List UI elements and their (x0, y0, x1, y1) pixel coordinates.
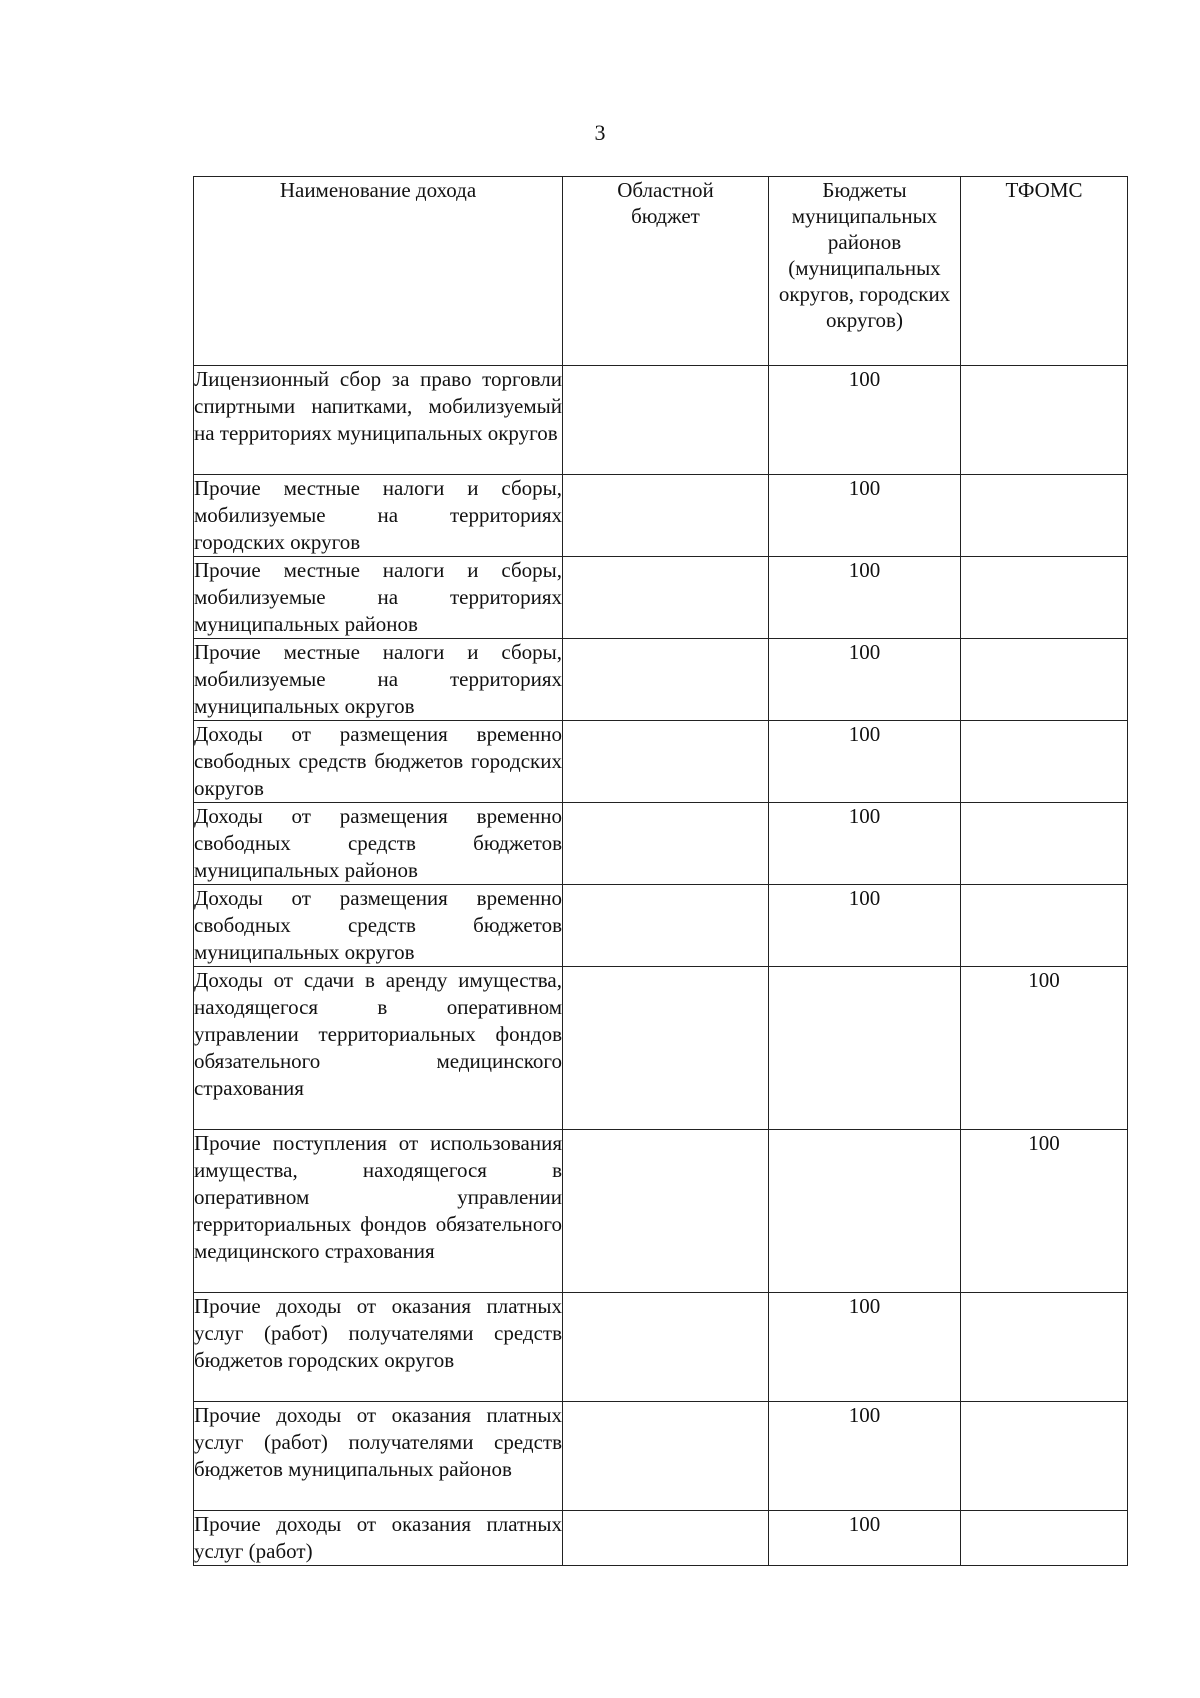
table-row (194, 366, 1128, 475)
tfoms-share (961, 639, 1128, 721)
tfoms-share (961, 475, 1128, 557)
table-row (194, 475, 1128, 557)
page-number: 3 (594, 120, 606, 145)
income-name: Доходы от размещения временно свободных средств бюджетов муниципальных районов (194, 803, 563, 885)
income-distribution-table (193, 176, 1128, 1566)
income-name: Прочие местные налоги и сборы, мобилизуемые на территориях муниципальных районов (194, 557, 563, 639)
table-row (194, 721, 1128, 803)
municipal-share: 100 (769, 366, 961, 475)
regional-share (563, 721, 769, 803)
header-tfoms: ТФОМС (961, 177, 1128, 366)
municipal-share: 100 (769, 885, 961, 967)
table-row (194, 1293, 1128, 1402)
tfoms-share (961, 885, 1128, 967)
income-name: Доходы от размещения временно свободных средств бюджетов муниципальных округов (194, 885, 563, 967)
tfoms-share (961, 557, 1128, 639)
municipal-share: 100 (769, 557, 961, 639)
table-row (194, 557, 1128, 639)
table-row (194, 1130, 1128, 1293)
municipal-share: 100 (769, 1511, 961, 1566)
income-name: Прочие доходы от оказания платных услуг (работ) (194, 1511, 563, 1566)
tfoms-share (961, 1402, 1128, 1511)
tfoms-share (961, 1293, 1128, 1402)
table-row (194, 803, 1128, 885)
table-row (194, 885, 1128, 967)
income-name: Прочие доходы от оказания платных услуг (работ) получателями средств бюджетов муниципальных районов (194, 1402, 563, 1511)
regional-share (563, 1293, 769, 1402)
tfoms-share (961, 1511, 1128, 1566)
regional-share (563, 639, 769, 721)
municipal-share: 100 (769, 803, 961, 885)
regional-share (563, 1511, 769, 1566)
tfoms-share (961, 803, 1128, 885)
regional-share (563, 475, 769, 557)
table-row (194, 1402, 1128, 1511)
income-name: Прочие местные налоги и сборы, мобилизуемые на территориях муниципальных округов (194, 639, 563, 721)
income-name: Доходы от сдачи в аренду имущества, находящегося в оперативном управлении территориальных фондов обязательного медицинского страхования (194, 967, 563, 1130)
municipal-share: 100 (769, 1293, 961, 1402)
regional-share (563, 967, 769, 1130)
tfoms-share: 100 (961, 967, 1128, 1130)
regional-share (563, 557, 769, 639)
header-income-name: Наименование дохода (194, 177, 563, 366)
municipal-share: 100 (769, 475, 961, 557)
regional-share (563, 366, 769, 475)
income-name: Прочие поступления от использования имущества, находящегося в оперативном управлении территориальных фондов обязательного медицинского страхования (194, 1130, 563, 1293)
table-row (194, 1511, 1128, 1566)
table-row (194, 639, 1128, 721)
regional-share (563, 1402, 769, 1511)
income-name: Прочие местные налоги и сборы, мобилизуемые на территориях городских округов (194, 475, 563, 557)
tfoms-share: 100 (961, 1130, 1128, 1293)
tfoms-share (961, 366, 1128, 475)
municipal-share: 100 (769, 639, 961, 721)
tfoms-share (961, 721, 1128, 803)
income-name: Прочие доходы от оказания платных услуг (работ) получателями средств бюджетов городских округов (194, 1293, 563, 1402)
income-name: Лицензионный сбор за право торговли спиртными напитками, мобилизуемый на территориях муниципальных округов (194, 366, 563, 475)
income-name: Доходы от размещения временно свободных средств бюджетов городских округов (194, 721, 563, 803)
regional-share (563, 1130, 769, 1293)
regional-share (563, 885, 769, 967)
header-municipal-budgets: Бюджеты муниципальных районов (муниципальных округов, городских округов) (769, 177, 961, 366)
municipal-share: 100 (769, 1402, 961, 1511)
table-header-row (194, 177, 1128, 366)
municipal-share: 100 (769, 721, 961, 803)
municipal-share (769, 1130, 961, 1293)
regional-share (563, 803, 769, 885)
header-regional-budget: Областной бюджет (563, 177, 769, 366)
table-row (194, 967, 1128, 1130)
municipal-share (769, 967, 961, 1130)
